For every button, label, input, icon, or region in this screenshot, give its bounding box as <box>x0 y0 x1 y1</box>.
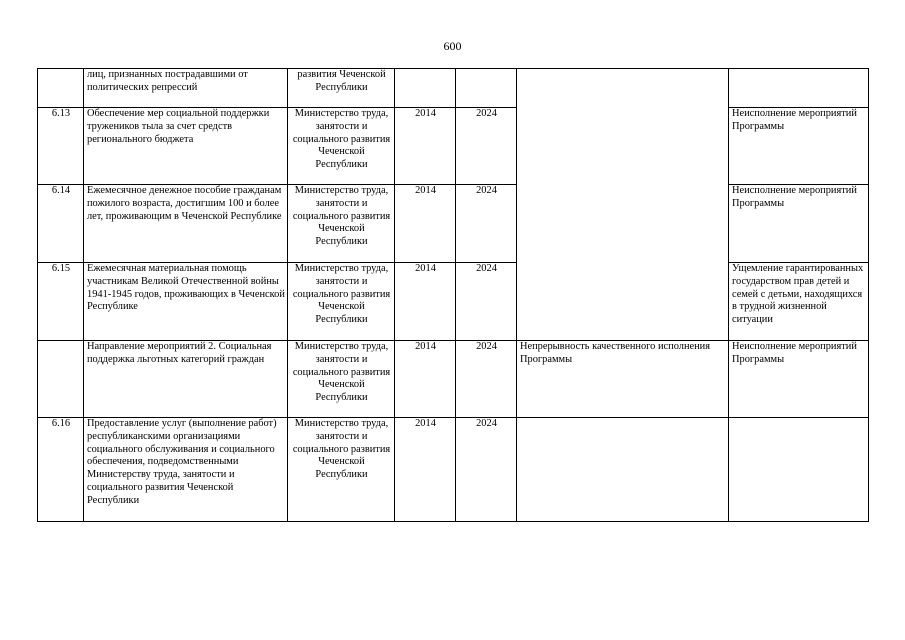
program-table <box>37 68 869 522</box>
consequence: Неисполнение мероприятий Программы <box>729 185 869 263</box>
row-number: 6.13 <box>38 108 84 185</box>
end-year: 2024 <box>456 418 517 522</box>
measure-name: Ежемесячное денежное пособие гражданам пожилого возраста, достигшим 100 и более лет, проживающим в Чеченской Республике <box>84 185 288 263</box>
expected-result-merged <box>517 69 729 341</box>
consequence: Неисполнение мероприятий Программы <box>729 341 869 418</box>
table-row <box>38 341 869 418</box>
consequence: Ущемление гарантированных государством прав детей и семей с детьми, находящихся в трудной жизненной ситуации <box>729 263 869 341</box>
consequence <box>729 69 869 108</box>
end-year: 2024 <box>456 341 517 418</box>
table-row <box>38 185 869 263</box>
measure-name: Ежемесячная материальная помощь участникам Великой Отечественной войны 1941-1945 годов, проживающих в Чеченской Республике <box>84 263 288 341</box>
executor: Министерство труда, занятости и социального развития Чеченской Республики <box>288 108 395 185</box>
row-number: 6.15 <box>38 263 84 341</box>
measure-name: лиц, признанных пострадавшими от политических репрессий <box>84 69 288 108</box>
row-number <box>38 69 84 108</box>
consequence: Неисполнение мероприятий Программы <box>729 108 869 185</box>
table-row <box>38 418 869 522</box>
start-year: 2014 <box>395 185 456 263</box>
executor: Министерство труда, занятости и социального развития Чеченской Республики <box>288 341 395 418</box>
row-number: 6.16 <box>38 418 84 522</box>
executor: развития Чеченской Республики <box>288 69 395 108</box>
start-year: 2014 <box>395 263 456 341</box>
page-number: 600 <box>443 39 462 53</box>
end-year <box>456 69 517 108</box>
row-number: 6.14 <box>38 185 84 263</box>
executor: Министерство труда, занятости и социального развития Чеченской Республики <box>288 418 395 522</box>
expected-result <box>517 418 729 522</box>
consequence <box>729 418 869 522</box>
start-year: 2014 <box>395 341 456 418</box>
end-year: 2024 <box>456 185 517 263</box>
measure-name: Направление мероприятий 2. Социальная поддержка льготных категорий граждан <box>84 341 288 418</box>
row-number <box>38 341 84 418</box>
table-row <box>38 108 869 185</box>
measure-name: Предоставление услуг (выполнение работ) республиканскими организациями социального обслуживания и социального обеспечения, подведомственными Министерству труда, занятости и социального развития Чеченской Республики <box>84 418 288 522</box>
start-year <box>395 69 456 108</box>
table-row <box>38 263 869 341</box>
expected-result: Непрерывность качественного исполнения Программы <box>517 341 729 418</box>
start-year: 2014 <box>395 108 456 185</box>
end-year: 2024 <box>456 263 517 341</box>
start-year: 2014 <box>395 418 456 522</box>
end-year: 2024 <box>456 108 517 185</box>
table-row <box>38 69 869 108</box>
executor: Министерство труда, занятости и социального развития Чеченской Республики <box>288 263 395 341</box>
executor: Министерство труда, занятости и социального развития Чеченской Республики <box>288 185 395 263</box>
measure-name: Обеспечение мер социальной поддержки тружеников тыла за счет средств регионального бюджета <box>84 108 288 185</box>
